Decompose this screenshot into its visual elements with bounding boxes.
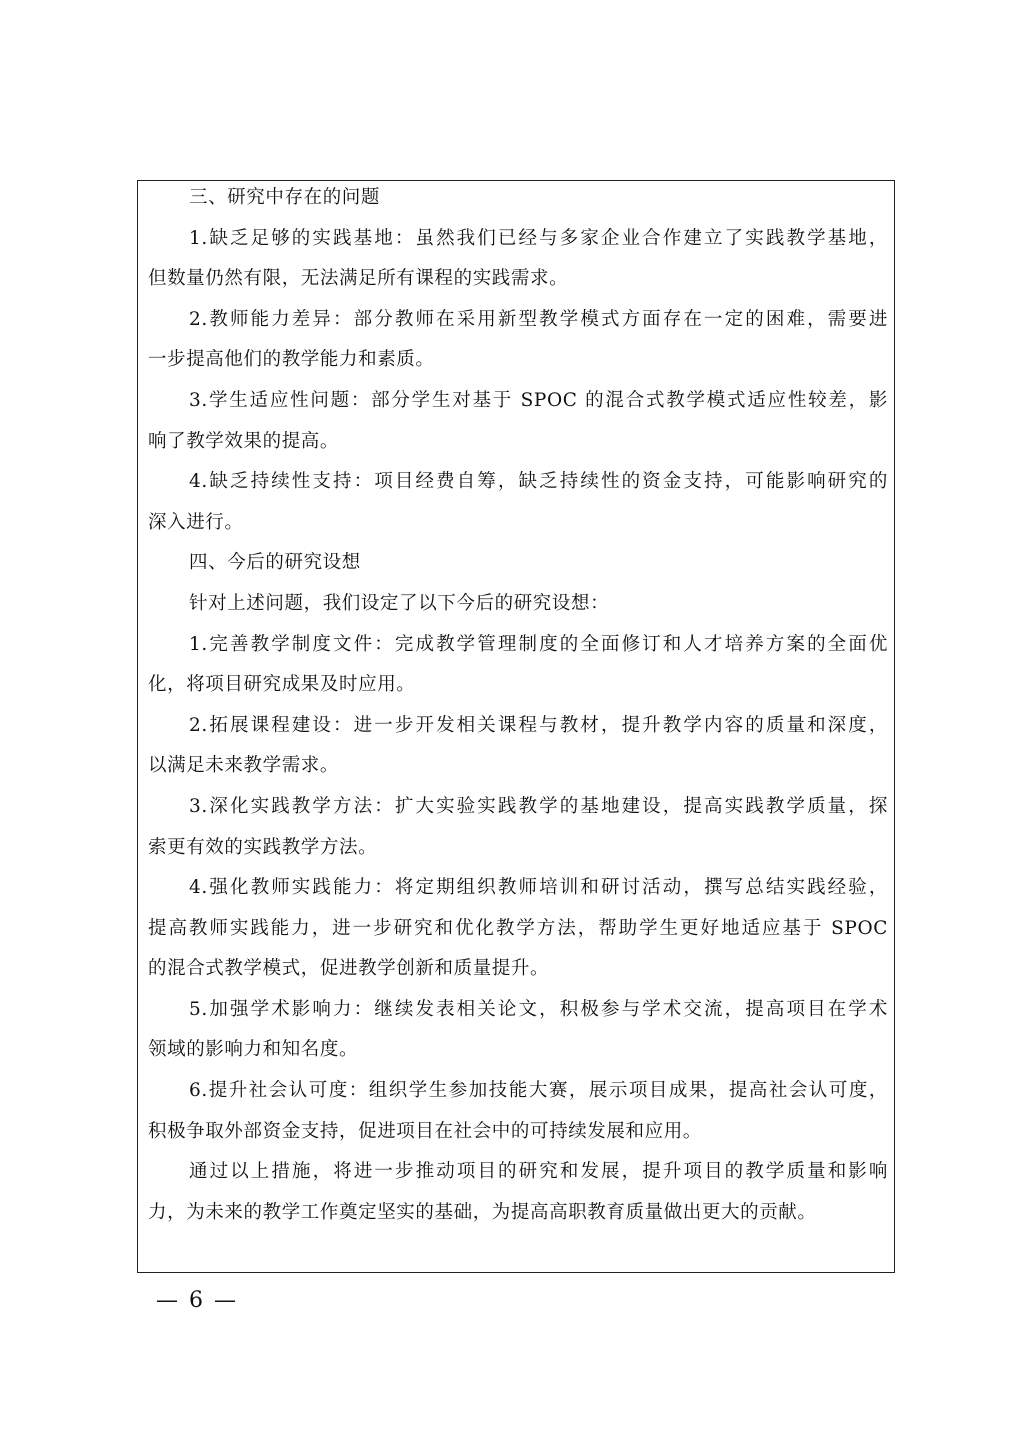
text-line: 通过以上措施，将进一步推动项目的研究和发展，提升项目的教学质量和影响 <box>189 1161 888 1183</box>
text-line: 1.缺乏足够的实践基地：虽然我们已经与多家企业合作建立了实践教学基地， <box>189 227 888 249</box>
text-line: 3.深化实践教学方法：扩大实验实践教学的基地建设，提高实践教学质量，探 <box>189 795 888 817</box>
text-line: 针对上述问题，我们设定了以下今后的研究设想： <box>189 592 610 614</box>
text-line: 4.缺乏持续性支持：项目经费自筹，缺乏持续性的资金支持，可能影响研究的 <box>189 471 888 493</box>
text-line: 3.学生适应性问题：部分学生对基于 SPOC 的混合式教学模式适应性较差，影 <box>189 389 888 411</box>
text-line: 深入进行。 <box>148 511 244 533</box>
text-line: 积极争取外部资金支持，促进项目在社会中的可持续发展和应用。 <box>148 1120 702 1142</box>
text-line: 响了教学效果的提高。 <box>148 430 340 452</box>
text-line: 4.强化教师实践能力：将定期组织教师培训和研讨活动，撰写总结实践经验， <box>189 877 888 899</box>
text-line: 索更有效的实践教学方法。 <box>148 836 378 858</box>
text-line: 5.加强学术影响力：继续发表相关论文，积极参与学术交流，提高项目在学术 <box>189 998 888 1020</box>
text-line: 2.拓展课程建设：进一步开发相关课程与教材，提升教学内容的质量和深度， <box>189 714 888 736</box>
text-line: 领域的影响力和知名度。 <box>148 1039 359 1061</box>
text-line: 但数量仍然有限，无法满足所有课程的实践需求。 <box>148 268 569 290</box>
text-line: 提高教师实践能力，进一步研究和优化教学方法，帮助学生更好地适应基于 SPOC <box>148 917 888 939</box>
text-line: 6.提升社会认可度：组织学生参加技能大赛，展示项目成果，提高社会认可度， <box>189 1080 888 1102</box>
page-number: — 6 — <box>156 1288 238 1313</box>
text-line: 四、今后的研究设想 <box>189 552 361 574</box>
text-line: 一步提高他们的教学能力和素质。 <box>148 349 435 371</box>
text-line: 1.完善教学制度文件：完成教学管理制度的全面修订和人才培养方案的全面优 <box>189 633 888 655</box>
document-body <box>148 178 888 1233</box>
text-line: 三、研究中存在的问题 <box>189 187 381 208</box>
text-line: 2.教师能力差异：部分教师在采用新型教学模式方面存在一定的困难，需要进 <box>189 308 888 330</box>
text-line: 化，将项目研究成果及时应用。 <box>148 674 416 696</box>
text-line: 以满足未来教学需求。 <box>148 755 340 777</box>
text-line: 的混合式教学模式，促进教学创新和质量提升。 <box>148 958 550 980</box>
text-line: 力，为未来的教学工作奠定坚实的基础，为提高高职教育质量做出更大的贡献。 <box>148 1201 817 1223</box>
